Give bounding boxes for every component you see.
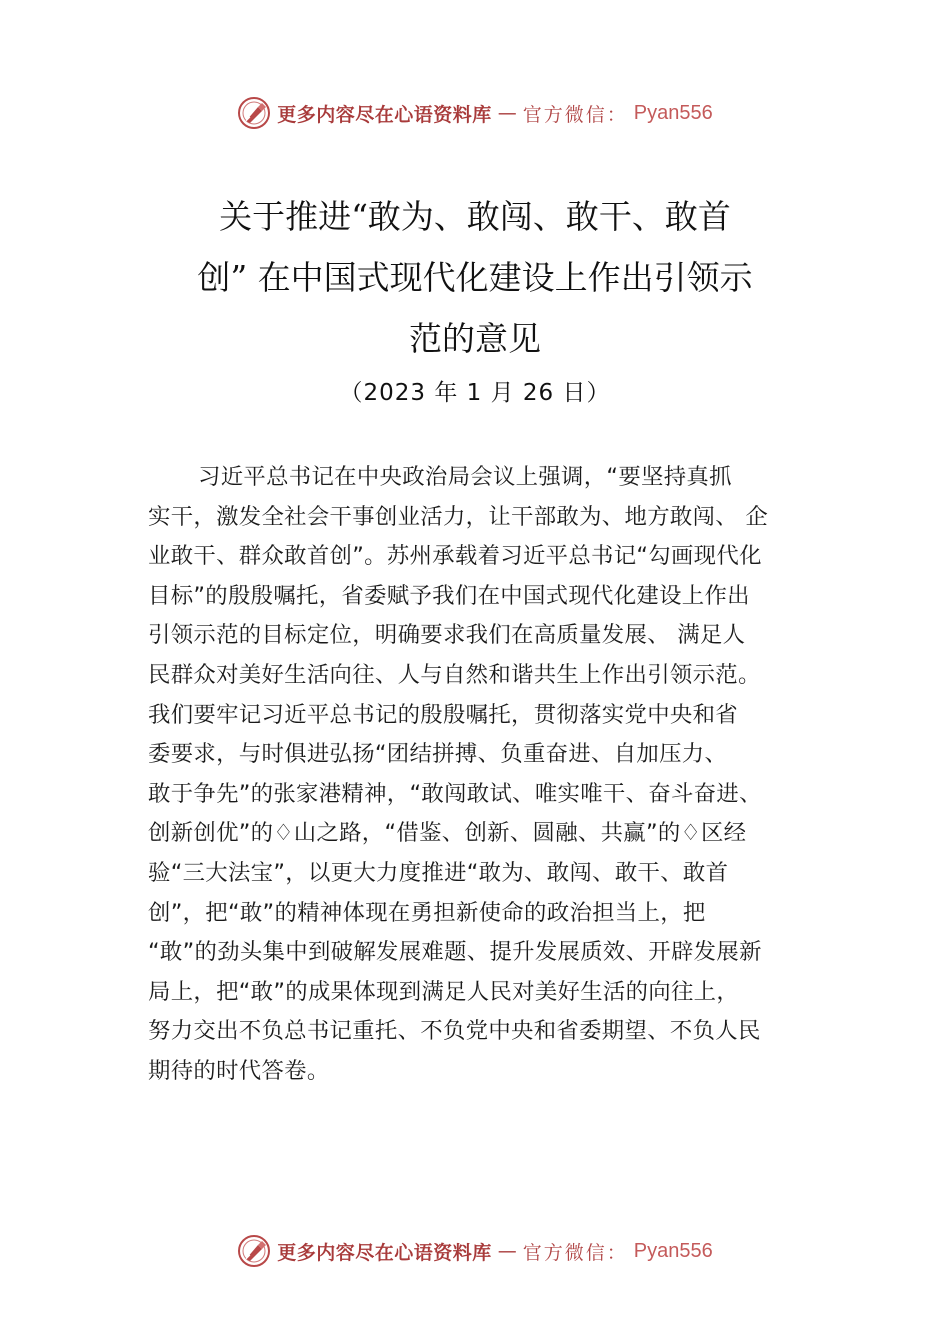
body-line: 创”，把“敢”的精神体现在勇担新使命的政治担当上，把	[148, 899, 706, 926]
footer-banner	[0, 1234, 950, 1268]
body-line: 引领示范的目标定位，明确要求我们在高质量发展、 满足人	[148, 622, 746, 649]
body-line: 习近平总书记在中央政治局会议上强调，“要坚持真抓	[198, 464, 732, 490]
wechat-label: 官方微信：	[522, 1241, 628, 1264]
body-line: 创新创优”的♢山之路，“借鉴、创新、圆融、共赢”的♢区经	[148, 820, 747, 847]
document-date: （2023 年 1 月 26 日）	[339, 380, 611, 406]
body-line: 业敢干、群众敢首创”。苏州承载着习近平总书记“勾画现代化	[148, 543, 762, 570]
body-line: 目标”的殷殷嘱托，省委赋予我们在中国式现代化建设上作出	[148, 582, 750, 609]
body-line: 期待的时代答卷。	[148, 1057, 330, 1084]
body-line: 敢于争先”的张家港精神，“敢闯敢试、唯实唯干、奋斗奋进、	[148, 780, 762, 807]
body-line: 委要求，与时俱进弘扬“团结拼搏、负重奋进、自加压力、	[148, 741, 728, 768]
body-line: “敢”的劲头集中到破解发展难题、提升发展质效、开辟发展新	[148, 939, 762, 966]
body-line: 局上，把“敢”的成果体现到满足人民对美好生活的向往上，	[148, 978, 740, 1005]
body-paragraph	[148, 458, 828, 1092]
body-line: 我们要牢记习近平总书记的殷殷嘱托，贯彻落实党中央和省	[148, 701, 738, 728]
body-line: 验“三大法宝”，以更大力度推进“敢为、敢闯、敢干、敢首	[148, 859, 729, 886]
document-title	[150, 186, 800, 369]
banner-dash: —	[497, 1240, 517, 1262]
wechat-label: 官方微信：	[522, 103, 628, 126]
body-line: 努力交出不负总书记重托、不负党中央和省委期望、不负人民	[148, 1018, 761, 1045]
header-banner	[0, 96, 950, 130]
wechat-id: Pyan556	[633, 101, 713, 124]
pen-nib-icon	[237, 96, 271, 130]
banner-dash: —	[497, 102, 517, 124]
title-line-3: 范的意见	[409, 319, 541, 358]
title-line-1: 关于推进“敢为、敢闯、敢干、敢首	[219, 197, 731, 236]
title-line-2: 创” 在中国式现代化建设上作出引领示	[197, 258, 753, 297]
body-line: 民群众对美好生活向往、人与自然和谐共生上作出引领示范。	[148, 661, 761, 688]
body-line: 实干，激发全社会干事创业活力，让干部敢为、地方敢闯、 企	[148, 503, 769, 530]
pen-nib-icon	[237, 1234, 271, 1268]
brand-text: 更多内容尽在心语资料库	[277, 103, 492, 126]
brand-text: 更多内容尽在心语资料库	[277, 1241, 492, 1264]
wechat-id: Pyan556	[633, 1239, 713, 1262]
